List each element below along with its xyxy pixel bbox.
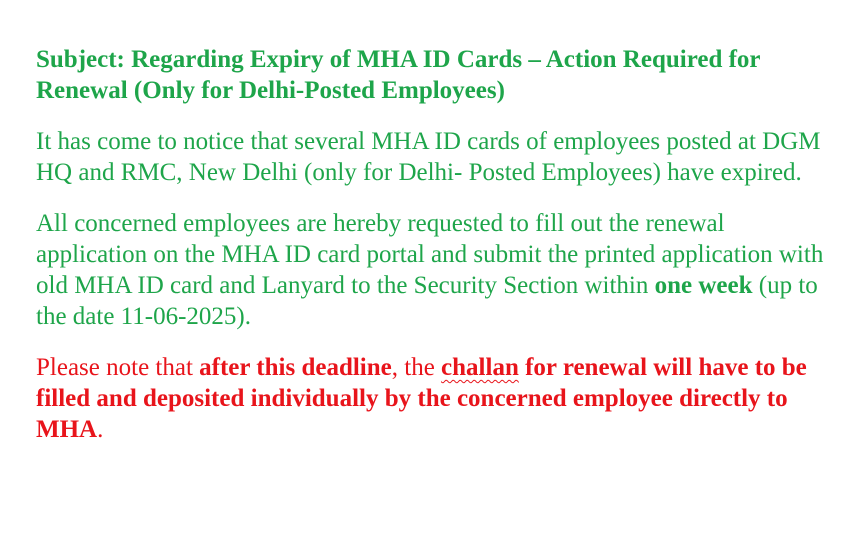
subject-heading: Subject: Regarding Expiry of MHA ID Cards – Action Required for Renewal (Only for Delhi-Posted Employees) (36, 46, 761, 104)
notice-paragraph-warning (36, 352, 826, 445)
deadline-date-text: (up to the date 11-06-2025). (36, 272, 818, 330)
instructions-text: All concerned employees are hereby requested to fill out the renewal application on the MHA ID card portal and submit the printed application with old MHA ID card and Lanyard to the Security Section within (36, 210, 824, 299)
challan-word: challan (441, 354, 519, 381)
notice-paragraph-expiry: It has come to notice that several MHA ID cards of employees posted at DGM HQ and RMC, New Delhi (only for Delhi- Posted Employees) have expired. (36, 128, 821, 186)
warning-bold-body: for renewal will have to be filled and deposited individually by the concerned employee directly to MHA (36, 354, 807, 443)
notice-document (36, 44, 826, 465)
notice-paragraph-instructions (36, 208, 826, 332)
warning-period: . (97, 416, 104, 443)
warning-intro: Please note that (36, 354, 200, 381)
warning-deadline-emphasis: after this deadline (199, 354, 392, 381)
warning-connector: , the (391, 354, 442, 381)
deadline-emphasis: one week (654, 272, 753, 299)
